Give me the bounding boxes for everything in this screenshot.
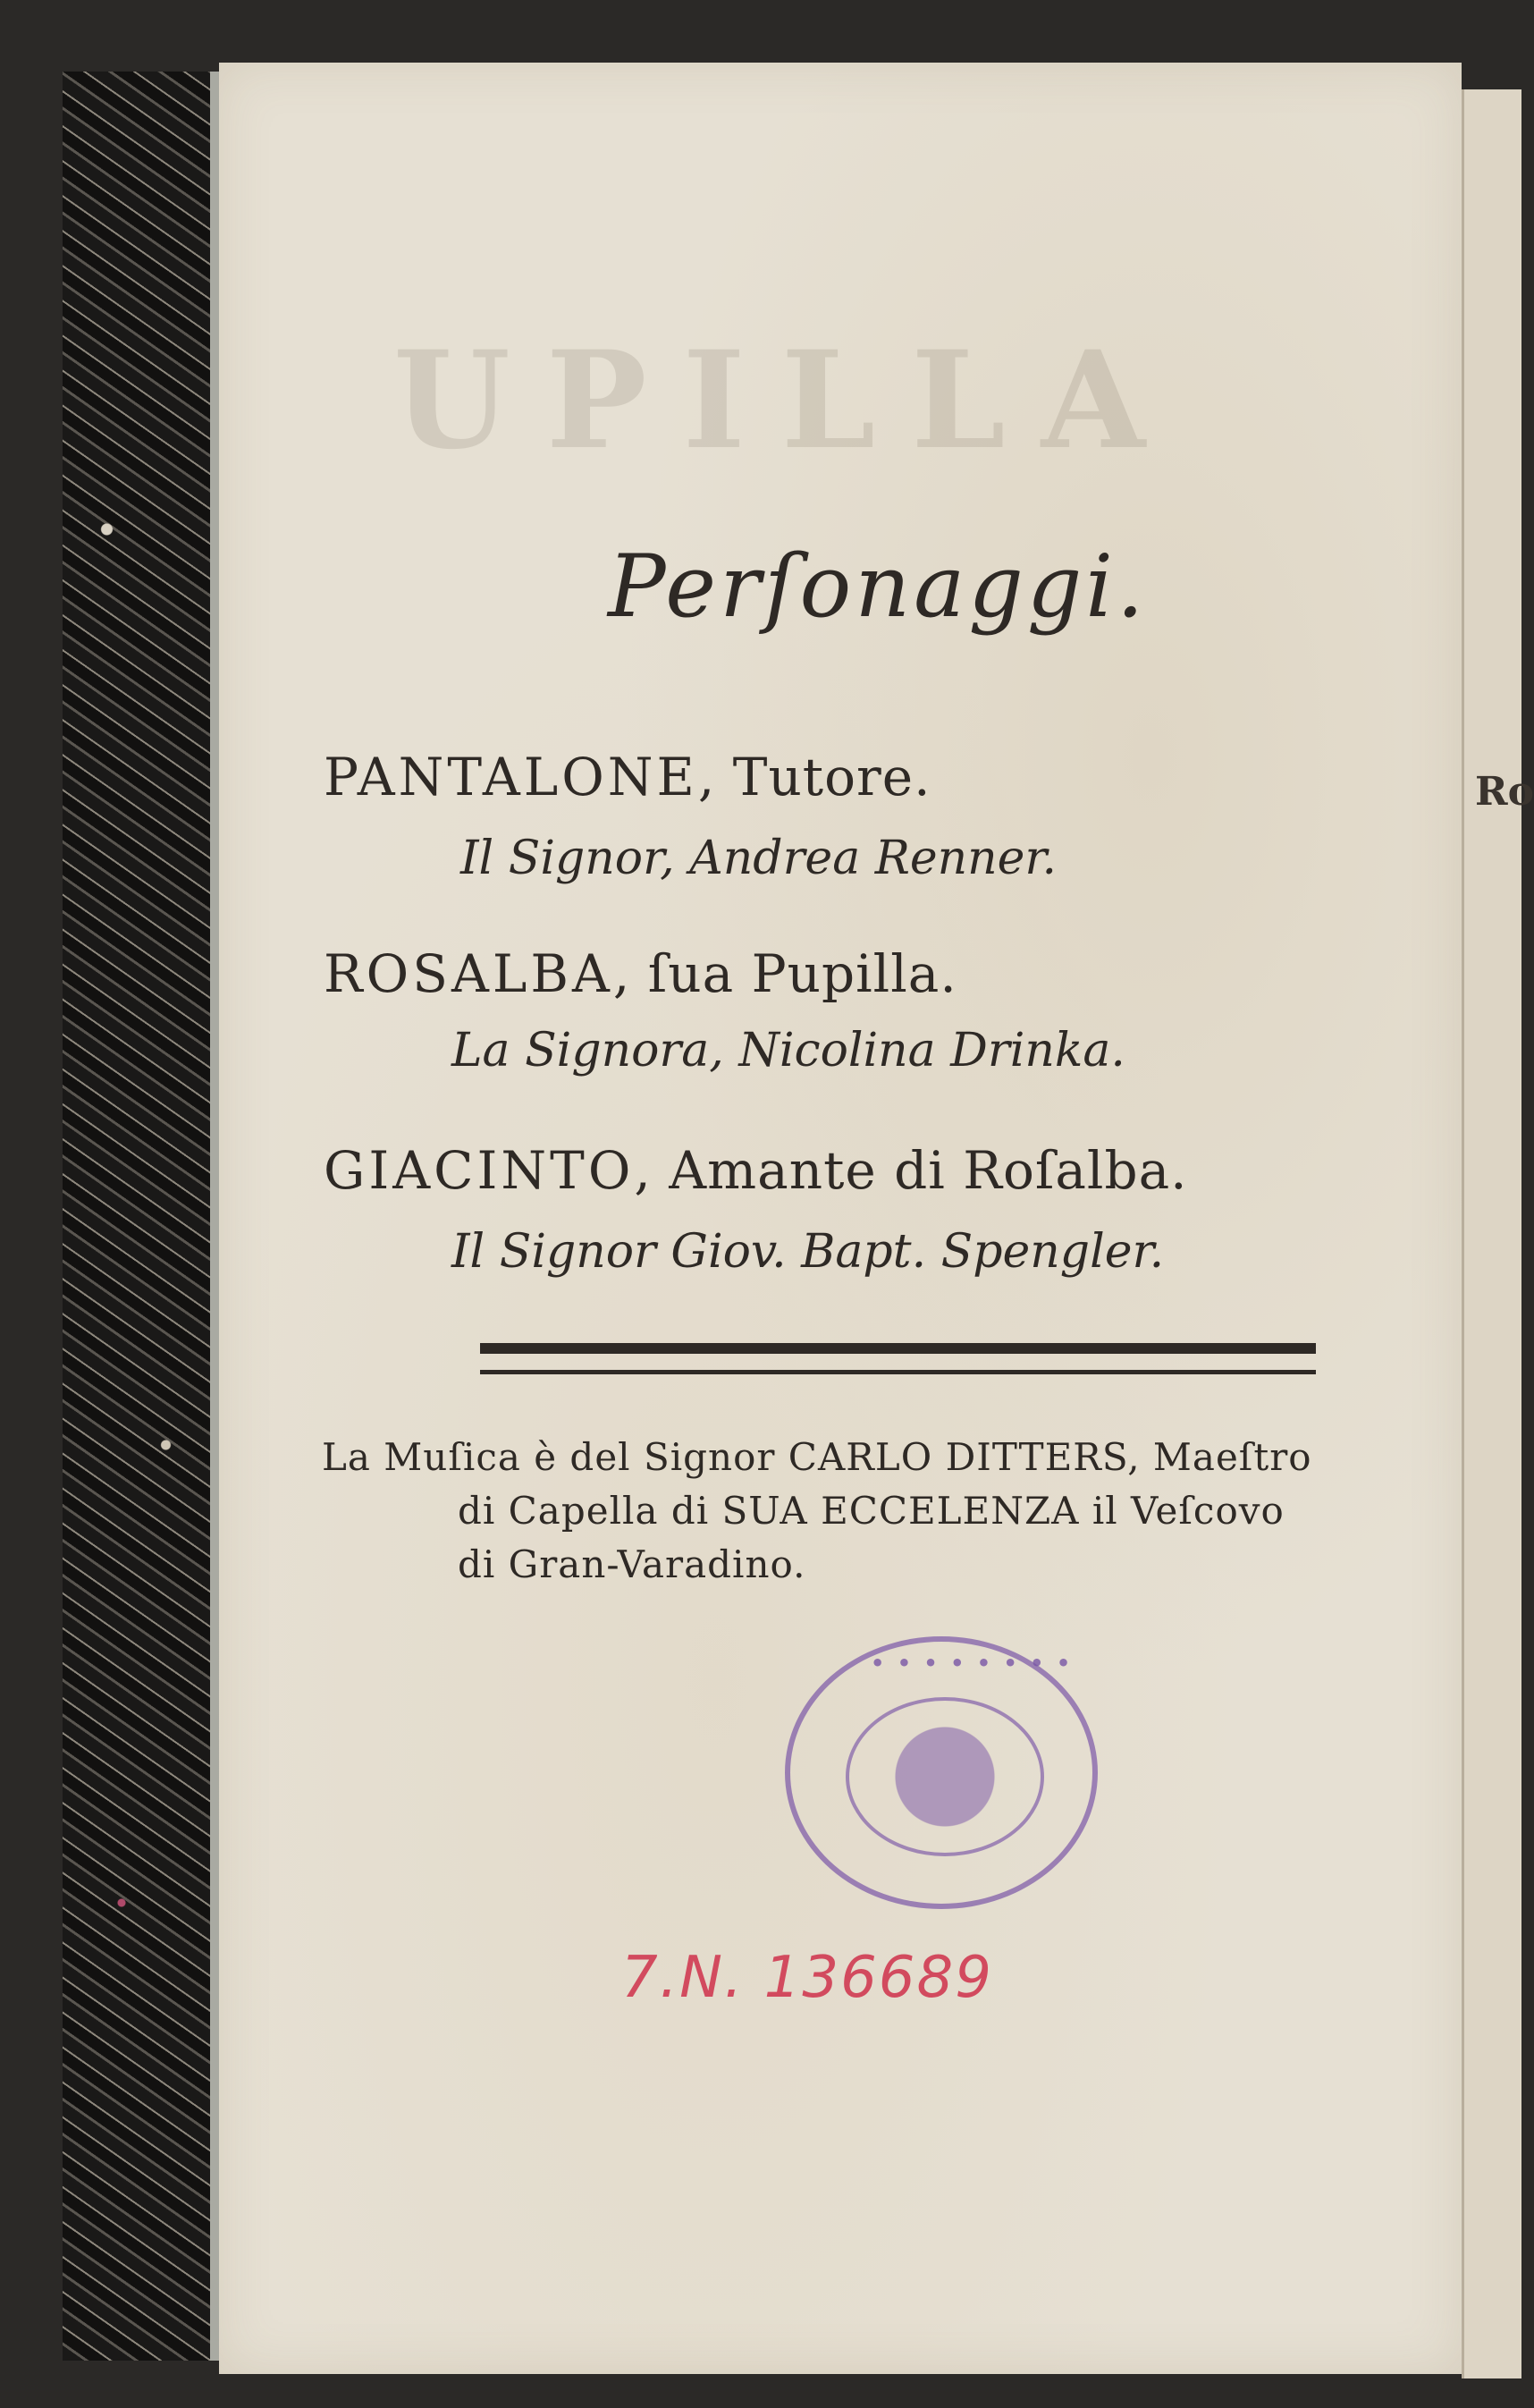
adjacent-page-fragment: Ro: [1475, 769, 1534, 815]
cast-entry-2: [324, 943, 957, 1004]
credit-line-2: di Capella di SUA ECCELENZA il Veſcovo: [458, 1489, 1285, 1533]
cast-entry-1: [324, 747, 931, 807]
character-name: PANTALONE: [324, 747, 698, 807]
character-role: , Tutore.: [697, 747, 931, 807]
stamp-lettering: • • • • • • • •: [871, 1651, 1074, 1676]
divider-thin: [480, 1370, 1316, 1374]
library-stamp: [785, 1636, 1098, 1909]
character-name: ROSALBA: [324, 943, 613, 1004]
cast-entry-3: [324, 1140, 1188, 1201]
character-role: , Amante di Roſalba.: [634, 1140, 1188, 1201]
performer-2: La Signora, Nicolina Drinka.: [451, 1024, 1125, 1077]
shelfmark: 7.N. 136689: [621, 1945, 993, 2011]
page-title: Perſonaggi.: [608, 537, 1148, 637]
bleed-through-text: UPILLA: [393, 322, 1182, 479]
book-spine: [63, 72, 219, 2361]
divider-thick: [480, 1343, 1316, 1354]
character-name: GIACINTO: [324, 1140, 635, 1201]
adjacent-page: [1462, 89, 1534, 2378]
credit-line-1: La Muſica è del Signor CARLO DITTERS, Maeſtro: [322, 1435, 1312, 1479]
performer-1: Il Signor, Andrea Renner.: [460, 832, 1058, 885]
performer-3: Il Signor Giov. Bapt. Spengler.: [451, 1225, 1165, 1279]
character-role: , ſua Pupilla.: [612, 943, 957, 1004]
credit-line-3: di Gran-Varadino.: [458, 1542, 806, 1586]
